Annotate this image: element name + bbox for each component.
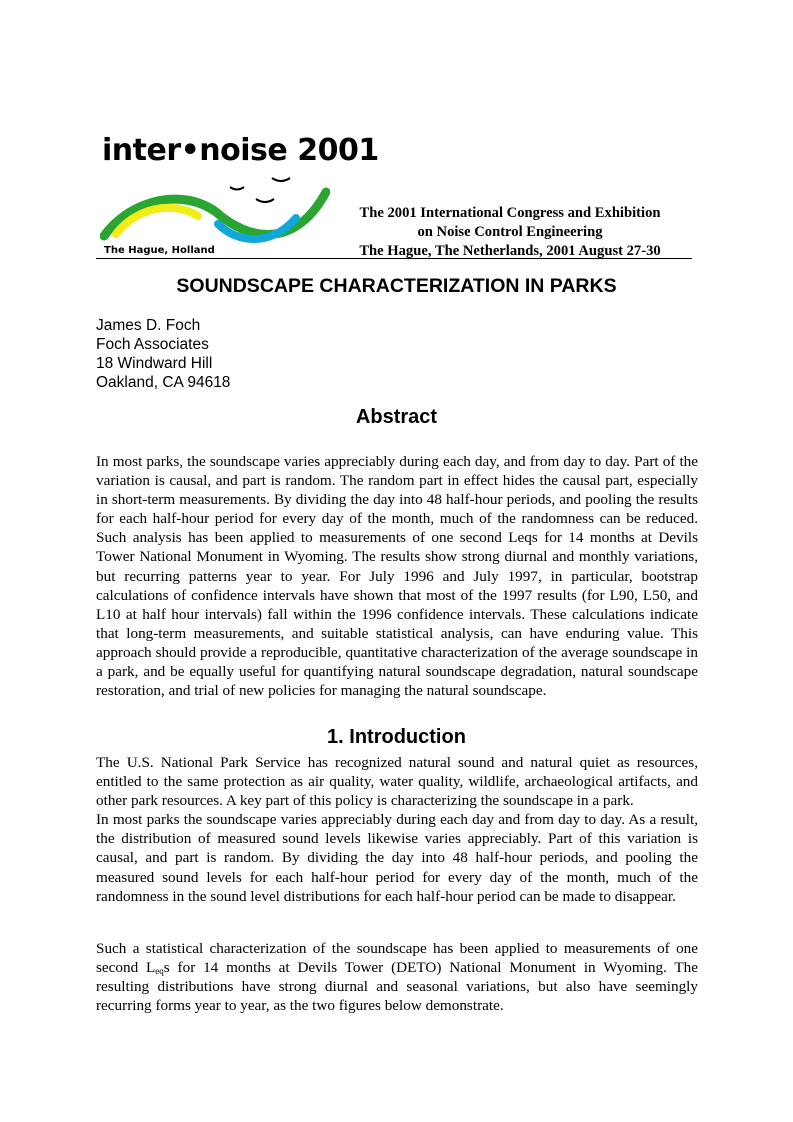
introduction-heading: 1. Introduction: [327, 726, 466, 748]
introduction-paragraph-2: [96, 939, 698, 1015]
intro-p2-text-a: Such a statistical characterization of the soundscape has been applied to measurements of one second L: [96, 940, 698, 977]
leq-subscript: eq: [155, 966, 164, 977]
logo-smile-1: [230, 187, 244, 190]
author-organization: Foch Associates: [96, 336, 209, 353]
author-city: Oakland, CA 94618: [96, 374, 231, 391]
intro-p2-text-b: s for 14 months at Devils Tower (DETO) National Monument in Wyoming. The resulting distributions have strong diurnal and seasonal variations, but also have seemingly recurring forms year to year, as the two figures below demonstrate.: [96, 959, 699, 1015]
logo-smile-3: [272, 178, 290, 181]
internoise-logo: [100, 132, 379, 262]
conference-info: [330, 204, 690, 261]
introduction-paragraph-1-part-b: In most parks the soundscape varies appreciably during each day and from day to day. As a result, the distribution of measured sound levels likewise varies appreciably. Part of this variation is causal, and part is random. By dividing the day into 48 half-hour periods, and pooling the measured sound levels for each half-hour period for every day of the month, much of the randomness in the sound level distributions for each half-hour period can be made to disappear.: [96, 811, 698, 905]
author-name: James D. Foch: [96, 317, 201, 334]
conference-line-2: on Noise Control Engineering: [417, 224, 603, 240]
introduction-paragraph-1-part-a: The U.S. National Park Service has recognized natural sound and natural quiet as resources, entitled to the same protection as air quality, water quality, wildlife, archaeological artifacts, and other park resources. A key part of this policy is characterizing the soundscape in a park.: [96, 754, 698, 810]
logo-subtitle: The Hague, Holland: [104, 245, 215, 256]
logo-title: inter•noise 2001: [102, 133, 379, 168]
abstract-heading: Abstract: [355, 406, 438, 428]
conference-line-3: The Hague, The Netherlands, 2001 August 27-30: [359, 243, 661, 259]
logo-smile-2: [256, 199, 274, 202]
abstract-text: In most parks, the soundscape varies appreciably during each day, and from day to day. Part of the variation is causal, and part is random. The random part in effect hides the causal part, especially in short-term measurements. By dividing the day into 48 half-hour periods, and pooling the results for each half-hour period for every day of the month, much of the randomness can be reduced. Such analysis has been applied to measurements of one second Leqs for 14 months at Devils Tower National Monument in Wyoming. The results show strong diurnal and monthly variations, but recurring patterns year to year. For July 1996 and July 1997, in particular, bootstrap calculations of confidence intervals have shown that most of the 1997 results (for L90, L50, and L10 at half hour intervals) fall within the 1996 confidence intervals. These calculations indicate that long-term measurements, and suitable statistical analysis, can have enduring value. This approach should provide a reproducible, quantitative characterization of the average soundscape in a park, and be equally useful for quantifying natural soundscape degradation, natural soundscape restoration, and trial of new policies for managing the natural soundscape.: [96, 453, 698, 700]
paper-title: SOUNDSCAPE CHARACTERIZATION IN PARKS: [176, 275, 617, 297]
author-block: [96, 316, 230, 392]
conference-line-1: The 2001 International Congress and Exhibition: [359, 205, 661, 221]
logo-waves-graphic: [100, 172, 330, 252]
author-street: 18 Windward Hill: [96, 355, 213, 372]
header-rule: [96, 258, 692, 259]
introduction-paragraph-1: [96, 753, 698, 906]
